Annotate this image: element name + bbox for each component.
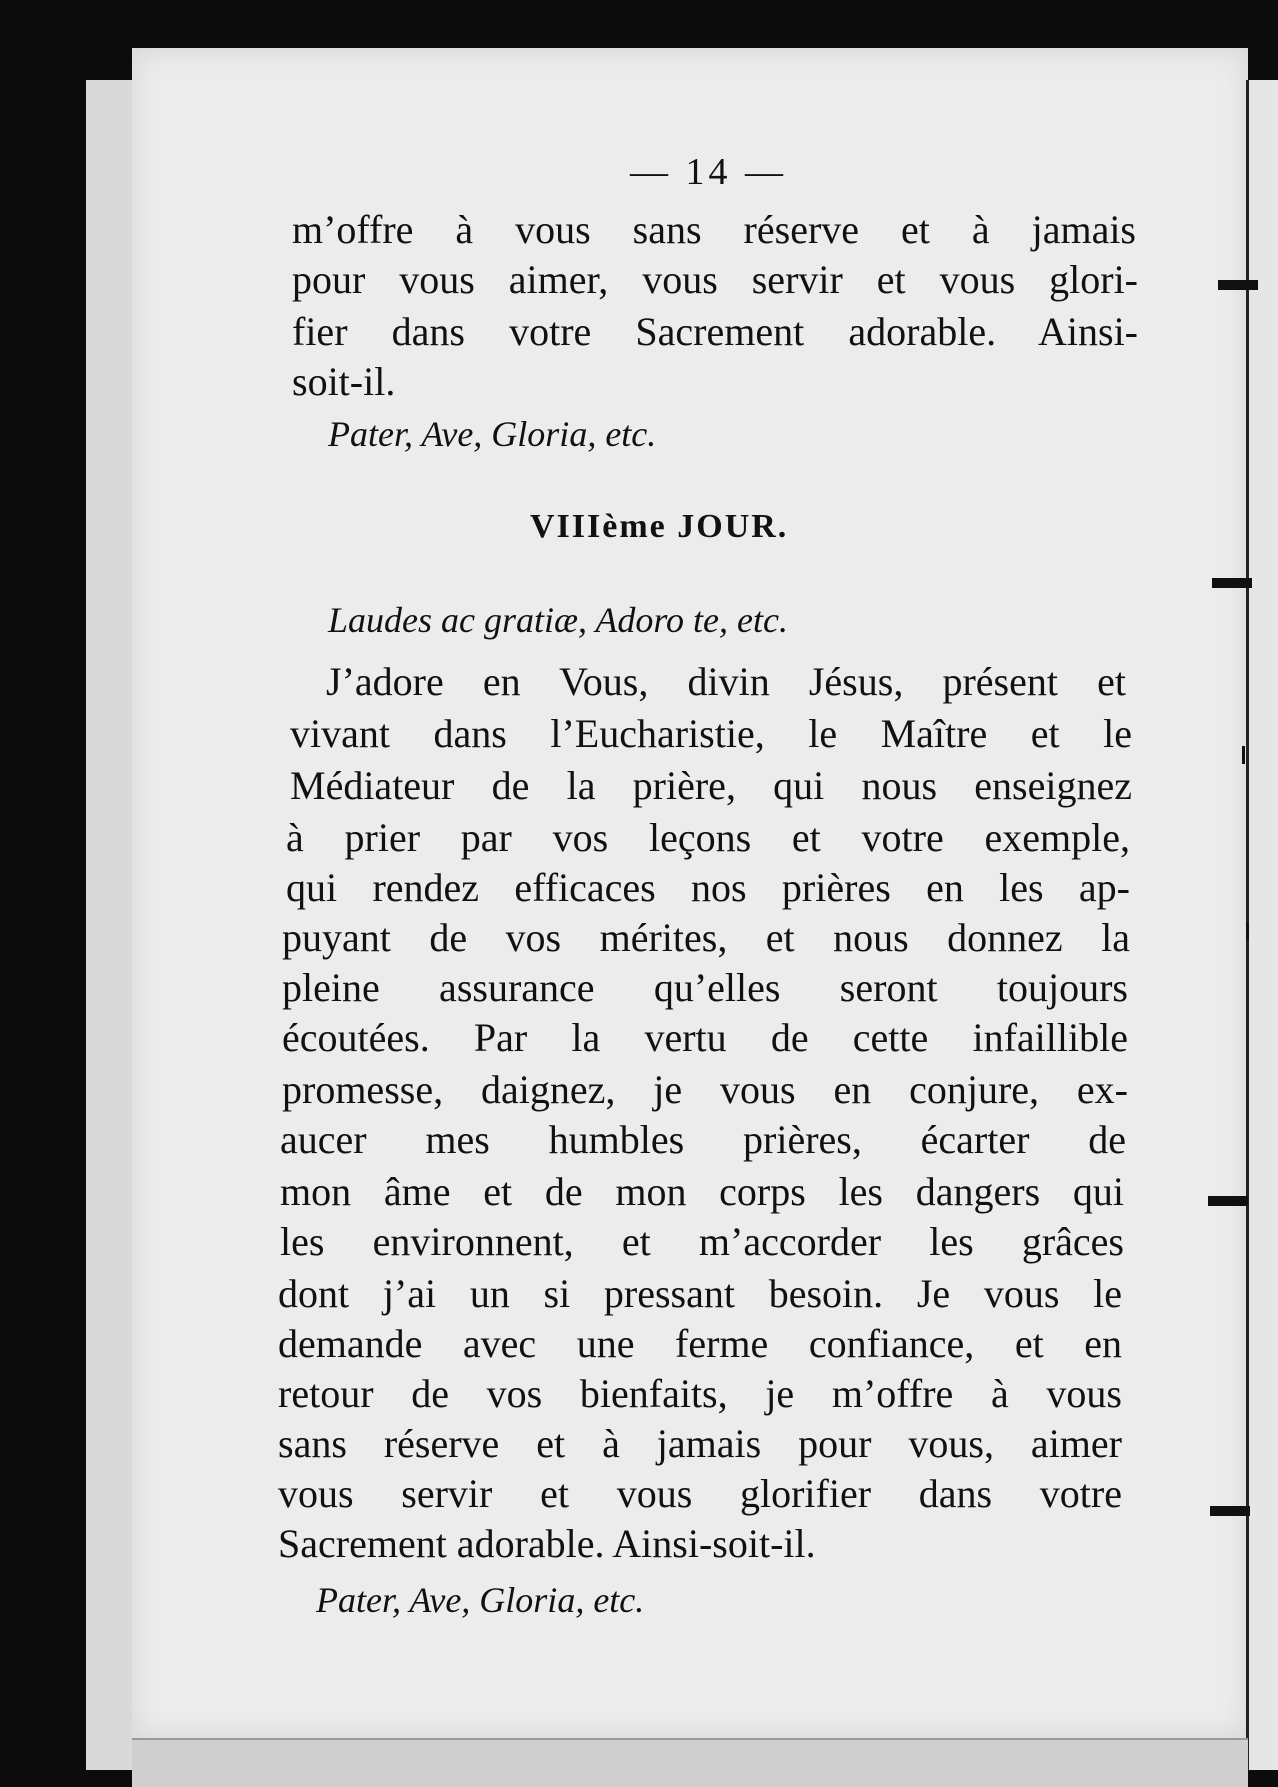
text-line: vous servir et vous glorifier dans votre <box>278 1471 1122 1516</box>
binding-tick <box>1246 922 1249 940</box>
text-line: les environnent, et m’accorder les grâces <box>280 1219 1124 1264</box>
binding-edge <box>1246 80 1278 1770</box>
page-bottom-edge <box>132 1738 1248 1787</box>
text-line: écoutées. Par la vertu de cette infaillible <box>282 1015 1128 1060</box>
text-line: Médiateur de la prière, qui nous enseignez <box>290 763 1132 808</box>
text-line: demande avec une ferme confiance, et en <box>278 1321 1122 1366</box>
text-line: puyant de vos mérites, et nous donnez la <box>282 915 1130 960</box>
text-line: retour de vos bienfaits, je m’offre à vous <box>278 1371 1122 1416</box>
binding-stitch <box>1212 578 1252 588</box>
text-line: aucer mes humbles prières, écarter de <box>280 1117 1126 1162</box>
text-line: pour vous aimer, vous servir et vous glori- <box>292 257 1138 302</box>
text-line: pleine assurance qu’elles seront toujours <box>282 965 1128 1010</box>
text-line: Sacrement adorable. Ainsi-soit-il. <box>278 1521 816 1566</box>
text-line: sans réserve et à jamais pour vous, aimer <box>278 1421 1122 1466</box>
binding-stitch <box>1210 1506 1250 1516</box>
text-line: fier dans votre Sacrement adorable. Ainsi- <box>292 309 1138 354</box>
text-line: qui rendez efficaces nos prières en les ap- <box>286 865 1130 910</box>
text-line: m’offre à vous sans réserve et à jamais <box>292 207 1136 252</box>
binding-stitch <box>1208 1196 1248 1206</box>
text-line: vivant dans l’Eucharistie, le Maître et le <box>290 711 1132 756</box>
text-line: mon âme et de mon corps les dangers qui <box>280 1169 1124 1214</box>
text-line: promesse, daignez, je vous en conjure, ex- <box>282 1067 1128 1112</box>
day-heading: VIIIème JOUR. <box>530 508 789 545</box>
text-line: dont j’ai un si pressant besoin. Je vous le <box>278 1271 1122 1316</box>
hymn-line: Laudes ac gratiæ, Adoro te, etc. <box>328 600 788 640</box>
text-line: à prier par vos leçons et votre exemple, <box>286 815 1130 860</box>
text-line: J’adore en Vous, divin Jésus, présent et <box>326 659 1126 704</box>
page-number: — 14 — <box>630 151 787 193</box>
prayer-line: Pater, Ave, Gloria, etc. <box>328 414 657 454</box>
prayer-line: Pater, Ave, Gloria, etc. <box>316 1580 645 1620</box>
text-line: soit-il. <box>292 359 396 404</box>
binding-stitch <box>1218 280 1258 290</box>
binding-tick <box>1242 746 1245 764</box>
